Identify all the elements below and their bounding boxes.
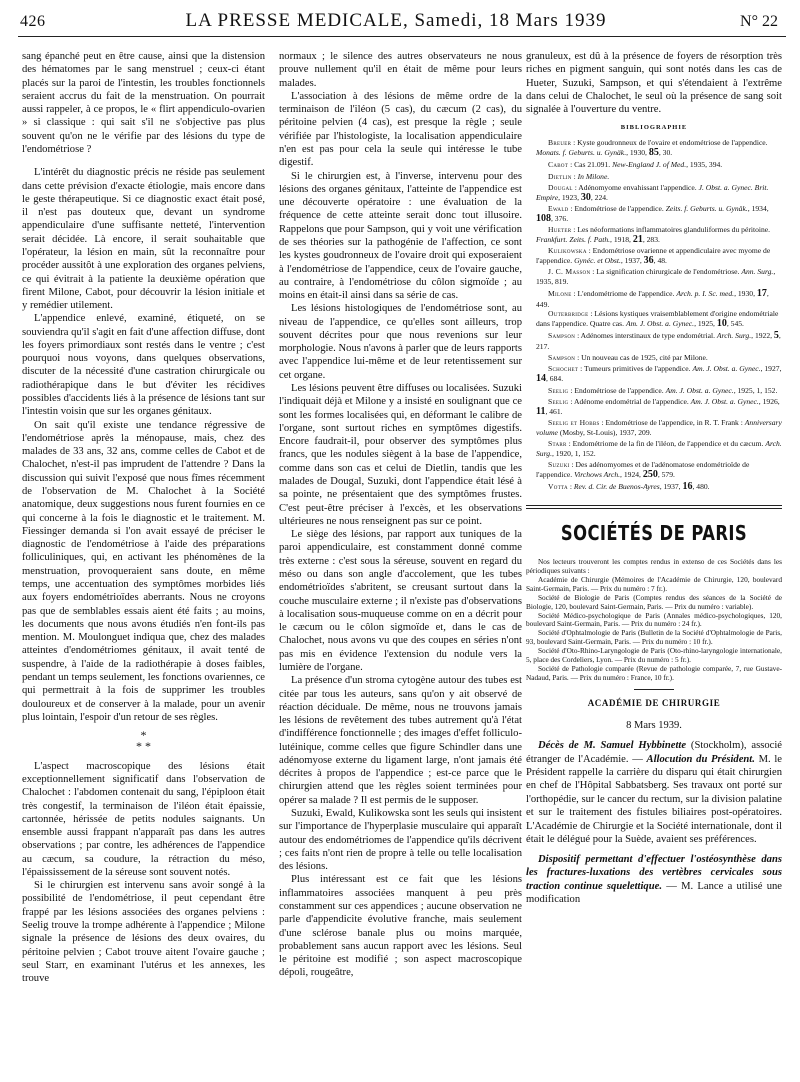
bibliography-entry: Sampson : Adénomes interstinaux de type endométrial. Arch. Surg., 1922, 5, 217. bbox=[536, 330, 781, 352]
society-entry: Société de Pathologie comparée (Revue de pathologie comparée, 7, rue Gustave-Nadaud, Paris. — Prix du numéro : France, 10 fr.). bbox=[526, 663, 782, 682]
societies-title: SOCIÉTÉS DE PARIS bbox=[560, 521, 748, 546]
bibliography-entry: Outerbridge : Lésions kystiques vraisemblablement d'origine endométriale dans l'appendice. Quatre cas. Am. J. Obst. a. Gynec., 1925, 10, 545. bbox=[536, 309, 779, 330]
bibliography-entry: J. C. Masson : La signification chirurgicale de l'endométriose. Ann. Surg., 1935, 819. bbox=[536, 267, 776, 287]
bibliography-entry: Cabot : Cas 21.091. New-England J. of Med., 1935, 394. bbox=[548, 159, 723, 169]
page-header bbox=[8, 2, 784, 36]
paragraph: Si le chirurgien est, à l'inverse, intervenu pour des lésions des organes génitaux, l'atteinte de l'appendice est une découverte opératoire : une évaluation de la fréquence de cette atteinte serait donc tout illusoire. Rappelons que pour Sampson, qui y voit une vérification de ses théories sur la pathogénie de l'affection, ce sont les kystes goudronneux de l'ovaire droit qui exposeraient à l'endométriose de l'appendice, ceux de l'ovaire gauche, au contraire, à l'endométriose du côlon sigmoïde ; au moins en était-il ainsi dans sa série de cas. bbox=[279, 170, 522, 302]
dispositif-lead: Dispositif permettant d'effectuer l'ostéosynthèse dans les fractures-luxations des vertèbres cervicales sous traction continue squelettique. bbox=[526, 853, 782, 892]
journal-title: LA PRESSE MEDICALE, Samedi, 18 Mars 1939 bbox=[185, 10, 607, 31]
paragraph: L'association à des lésions de même ordre de la terminaison de l'iléon (5 cas), du cæcum (2 cas), du péritoine pelvien (4 cas), est presque la règle ; seule vérifiée par l'histologiste, la localisation appendiculaire n'en est pas pour cela la seule qui intéresse le tube digestif. bbox=[279, 90, 522, 169]
paragraph: L'appendice enlevé, examiné, étiqueté, on se souviendra qu'il s'agit en fait d'une affection diffuse, dont les foyers primordiaux sont restés dans le ventre ; c'est pourquoi nous voyons, dans quelques observations, discuter de la nécessité d'une castration chirurgicale ou radiothérapique dans le but d'éviter les récidives possibles d'accidents liés à la présence de lésions tant sur l'intestin voisin que sur les organes génitaux. bbox=[22, 313, 265, 418]
paragraph: Décès de M. Samuel Hybbinette (Stockholm), associé étranger de l'Académie. — Allocution du Président. M. le Président rappelle la carrière du disparu qui était chirurgien en chef de l'Hôpital Sabbatsberg. Ses travaux ont porté sur l'orthopédie, sur le cancer du rectum, sur la division palatine et sur le traitement des fistules biliaires post-opératoires. L'Académie de Chirurgie et la Société internationale, dont il était le délégué pour la Suède, avaient ses préférences. bbox=[526, 740, 783, 846]
column-2 bbox=[279, 50, 522, 980]
bibliography-entry: Ewald : Endométriose de l'appendice. Zeits. f. Geburts. u. Gynäk., 1934, 108, 376. bbox=[536, 203, 769, 224]
societies-note: Nos lecteurs trouveront les comptes rendus in extenso de ces Sociétés dans les périodiques suivants : bbox=[526, 557, 782, 576]
bibliography-entry: Sampson : Un nouveau cas de 1925, cité par Milone. bbox=[548, 352, 708, 362]
paragraph: Si le chirurgien est intervenu sans avoir songé à la possibilité de l'endométriose, il peut cependant être frappé par les lésions associées des organes pelviens : Seelig trouve la trompe adhérente à l'appendice ; Milone signale la présence de lésions des deux ovaires, du péritoine pelvien ; Cabot trouve aitent l'ovaire gauche ; seul Starr, en examinant l'utérus et les annexes, les trouve bbox=[22, 880, 265, 985]
divider bbox=[634, 689, 674, 690]
bibliography-entry: Seelig : Adénome endométrial de l'appendice. Am. J. Obst. a. Gynec., 1926, 11, 461. bbox=[536, 396, 780, 417]
paragraph: Plus intéressant est ce fait que les lésions inflammatoires associées manquent à peu près constamment sur ces appendices ; aucune observation ne parle d'appendicite évolutive franche, mais seulement d'une sclérose banale plus ou moins marquée, probablement sans aucun rapport avec les lésions. Seul le péritoine est modifié ; son aspect macroscopique dépoli, rougeâtre, bbox=[279, 874, 522, 979]
society-entry: Société d'Ophtalmologie de Paris (Bulletin de la Société d'Ophtalmologie de Paris, 93, boulevard Saint-Germain, Paris. — Prix du numéro : 10 fr.). bbox=[526, 628, 782, 647]
bibliography-entry: Breuer : Kyste goudronneux de l'ovaire et endométriose de l'appendice. Monats. f. Geburts. u. Gynäk., 1930, 85, 30. bbox=[536, 137, 768, 158]
bibliography-entry: Hueter : Les néoformations inflammatoires glanduliformes du péritoine. Frankfurt. Zeits. f. Path., 1918, 21, 283. bbox=[536, 224, 771, 245]
column-3 bbox=[526, 50, 782, 913]
session-date: 8 Mars 1939. bbox=[626, 719, 682, 731]
section-rule bbox=[526, 505, 782, 506]
academy-heading: ACADÉMIE DE CHIRURGIE bbox=[587, 697, 721, 708]
paragraph: Les lésions peuvent être diffuses ou localisées. Suzuki l'indiquait déjà et Milone y a insisté en soulignant que ce sont les formes localisées qui, en déformant le calibre de l'organe, sont surtout riches en symptômes digestifs. Encore faudrait-il, pour observer des symptômes plus francs, que les nodules siègent à la base de l'appendice, comme dans son cas et celui de Dietlin, tandis que les malades de Dougal, Suzuki, dont l'appendice était lésé à sa pointe, ne présentaient que des symptômes frustes. C'est peut-être préciser à l'excès, et les observations ultérieures ne nous renseignent pas sur ce point. bbox=[279, 383, 522, 527]
bibliography-list bbox=[526, 138, 782, 494]
bibliography-entry: Votta : Rev. d. Cir. de Buenos-Ayres, 1937, 16, 480. bbox=[548, 481, 710, 493]
paragraph: Les lésions histologiques de l'endométriose sont, au niveau de l'appendice, ce qu'elles sont ailleurs, trop souvent décrites pour que nous revenions sur leur morphologie. Nous n'avons à parler que de leurs rapports avec l'appendice lui-même et de leur retentissement sur cet organe. bbox=[279, 303, 522, 381]
paragraph: Dispositif permettant d'effectuer l'ostéosynthèse dans les fractures-luxations des vertèbres cervicales sous traction continue squelettique. — M. Lance a utilisé une modification bbox=[526, 853, 782, 906]
page-number: 426 bbox=[20, 13, 46, 30]
society-entry: Société d'Oto-Rhino-Laryngologie de Paris (Oto-rhino-laryngologie internationale, 5, place des Cordeliers, Lyon. — Prix du numéro : 5 fr.). bbox=[526, 646, 782, 664]
bibliography-entry: Starr : Endométriome de la fin de l'iléon, de l'appendice et du cæcum. Arch. Surg., 1920, 1, 152. bbox=[536, 438, 782, 458]
bibliography-entry: Kulikowska : Endométriose ovarienne et appendiculaire avec myome de l'appendice. Gynéc. et Obst., 1937, 36, 48. bbox=[536, 246, 771, 267]
bibliography-entry: Schochet : Tumeurs primitives de l'appendice. Am. J. Obst. a. Gynec., 1927, 14, 684. bbox=[536, 363, 782, 384]
paragraph: L'intérêt du diagnostic précis ne réside pas seulement dans cette prévision d'exacte étiologie, mais encore dans le geste thérapeutique. Si ce diagnostic exact était posé, il n'est pas douteux que, devant un syndrome appendiculaire d'une suffisante netteté, l'intervention serait décidée. Là encore, il serait souhaitable que l'opérateur, la lésion en main, sût la reconnaître pour procéder aussitôt à une exploration des organes pelviens, ce qui évitrait à la patiente la deuxième opération que firent Milone, Cabot, pour découvrir la lésion initiale et y remédier utilement. bbox=[22, 167, 265, 312]
issue-number: N° 22 bbox=[740, 13, 778, 30]
deces-lead: Décès de M. Samuel Hybbinette bbox=[538, 740, 687, 752]
paragraph: normaux ; le silence des autres observateurs ne nous prouve nullement qu'il en était de même pour leurs malades. bbox=[279, 51, 522, 89]
paragraph: sang épanché peut en être cause, ainsi que la distension des hématomes par le sang menstruel ; ceux-ci étant placés sur la paroi de l'intestin, les troubles fonctionnels seraient accrus du fait de la menstruation. On pourrait aussi rappeler, à ce propos, le « flirt appendiculo-ovarien » si classique : qui sait s'il ne s'objective pas plus souvent qu'on ne le vérifie par des lésions du type de l'endométriose ? bbox=[22, 51, 265, 155]
paragraph: Le siège des lésions, par rapport aux tuniques de la paroi appendiculaire, est constamment donné comme très externe : c'est sous la séreuse, souvent en regard du méso ou dans son angle d'accolement, que les tubes endométrioïdes s'abritent, se creusant surtout dans la couche musculaire externe ; il n'existe pas d'observations à localisation sous-muqueuse comme on en a décrit pour le cæcum ou le côlon sigmoïde et, dans le cas de Chalochet, nous avons vu que des coupes en séries n'ont pas mis en évidence l'extension du nodule vers la lumière de l'organe. bbox=[279, 529, 522, 673]
bibliography-entry: Milone : L'endométriome de l'appendice. Arch. p. I. Sc. med., 1930, 17, 449. bbox=[536, 288, 769, 310]
society-entry: Société Médico-psychologique de Paris (Annales médico-psychologiques, 120, boulevard Saint-Germain, Paris. — Prix du numéro : 24 fr.). bbox=[526, 610, 782, 629]
bibliography-entry: Suzuki : Des adénomyomes et de l'adénomatose endométrioïde de l'appendice. Virchows Arch., 1924, 250, 579. bbox=[536, 459, 750, 481]
paragraph: On sait qu'il existe une tendance régressive de l'endométriose après la ménopause, mais, chez des malades de 33 ans, 32 ans, comme celles de Cabot et de Chalochet, n'est-il pas imprudent de l'attendre ? Dans la discussion qui suivit l'exposé que nous fîmes récemment de l'observation de M. Chalochet à la Société anatomique, deux suggestions nous furent fournies en ce qui concerne à la fois le diagnostic et le traitement. M. Fiessinger demanda si l'on avait essayé de préciser le diagnostic de l'endométriose à l'aide des préparations folliculiniques, qui, en activant les phénomènes de la menstruation, provoqueraient sans doute, en même temps, une accentuation des symptômes morbides liés aux foyers endométrioïdes aberrants. Nous ne croyons pas que de semblables essais aient été faits ; au moins, les documents que nous avons étudiés n'en font-ils pas mention. M. Moulonguet indiqua que, chez des malades atteintes d'endométriomes génitaux, il avait tenté de suspendre, à l'aide de la radiothérapie à doses faibles, pendant un temps seulement, les fonctions ovariennes, ce qui permettrait à la fois de supprimer les troubles douloureux et de conserver à la malade, pour un avenir plus lointain, l'espoir d'un retour de ses règles. bbox=[22, 419, 265, 723]
bibliography-heading: BIBLIOGRAPHIE bbox=[620, 124, 688, 132]
section-asterism: * * * bbox=[136, 728, 151, 753]
paragraph: granuleux, est dû à la présence de foyers de résorption très riches en pigment sanguin, qui sont notés dans les cas de Hueter, Suzuki, Sampson, et qui s'étendaient à l'extrême dans celui de Chalochet, le seul où la présence de sang soit signalée à l'ouverture du ventre. bbox=[526, 51, 782, 116]
paragraph: L'aspect macroscopique des lésions était exceptionnellement significatif dans l'observation de Chalochet : l'abdomen contenait du sang, l'épiploon était très congestif, la terminaison de l'iléon était épaissie, cartonnée, hérissée de petits nodules saignants. Un ensemble aussi frappant n'apparaît pas dans les autres observations ; par contre, les adhérences de l'appendice au cæcum, sa coudure, la rétraction du méso, l'épaississement de la séreuse sont souvent notés. bbox=[22, 760, 265, 878]
society-entry: Académie de Chirurgie (Mémoires de l'Académie de Chirurgie, 120, boulevard Saint-Germain, Paris. — Prix du numéro : 7 fr.). bbox=[526, 574, 782, 593]
bibliography-entry: Seelig et Hobbs : Endométriose de l'appendice, in R. T. Frank : Anniversary volume (Mosby, St-Louis), 1937, 209. bbox=[536, 417, 782, 437]
paragraph: La présence d'un stroma cytogène autour des tubes est citée par tous les auteurs, sans qu'on y ait observé de réaction déciduale. De même, nous ne trouvons jamais les lésions de revêtement des tubes autrement qu'à l'état d'indifférence fonctionnelle ; des images d'effet folliculo-lutéinique, comme celles que figure Schindler dans une adénomyose externe du ligament large, n'ont jamais été décrites à propos de l'appendice ; est-ce parce que le chirurgien attend que les règles soient terminées pour opérer sa malade ? Il est permis de le supposer. bbox=[279, 675, 522, 806]
society-entry: Société de Biologie de Paris (Comptes rendus des séances de la Société de Biologie, 120, boulevard Saint-Germain, Paris. — Prix du numéro : variable). bbox=[526, 592, 782, 611]
bibliography-entry: Dietlin : In Milone. bbox=[548, 171, 610, 181]
column-1 bbox=[22, 50, 265, 985]
allocution-heading: Allocution du Président. bbox=[646, 753, 755, 765]
bibliography-entry: Dougal : Adénomyome envahissant l'appendice. J. Obst. a. Gynec. Brit. Empire, 1923, 30, 224. bbox=[536, 182, 769, 203]
paragraph: Suzuki, Ewald, Kulikowska sont les seuls qui insistent sur l'importance de l'hyperplasie musculaire qui apparaît autour des endométriomes de l'appendice qu'ils décrivent ; ces faits n'ont rien de propre à telle ou telle localisation des lésions. bbox=[279, 808, 522, 873]
header-rule bbox=[18, 36, 786, 37]
bibliography-entry: Seelig : Endométriose de l'appendice. Am. J. Obst. a. Gynec., 1925, 1, 152. bbox=[548, 385, 778, 395]
section-rule bbox=[526, 508, 782, 509]
societies-list bbox=[526, 576, 782, 683]
